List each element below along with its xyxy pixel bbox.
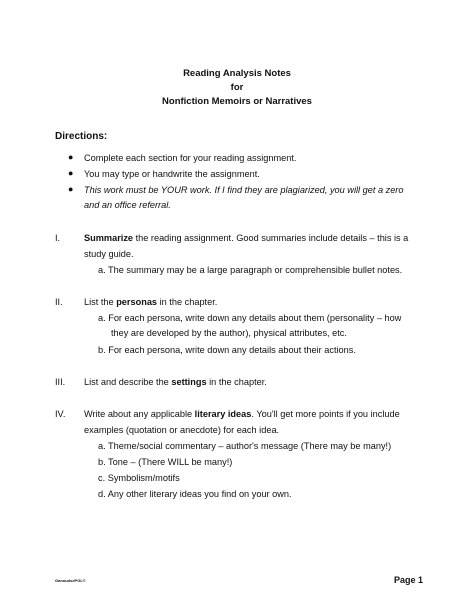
section-numeral: II. [55,297,63,307]
section-iii-line [84,376,267,388]
section-iv-item-d: d. Any other literary ideas you find on your own. [98,489,292,499]
directions-item-continuation: and an office referral. [84,200,171,210]
section-i-item-a: a. The summary may be a large paragraph or comprehensible bullet notes. [98,265,403,275]
section-ii-item-b: b. For each persona, write down any details about their actions. [98,345,356,355]
section-numeral: I. [55,233,61,243]
section-ii-text: in the chapter. [157,297,218,307]
section-iii-keyword: settings [171,377,207,387]
section-ii-line [84,296,217,308]
section-numeral: IV. [55,409,66,419]
section-i-line [84,232,408,244]
section-iv-text: . You'll get more points if you include [251,409,400,419]
section-iv-line [84,408,400,420]
section-i-keyword: Summarize [84,233,134,243]
document-title-line-2: for [230,82,244,93]
section-ii-item-a-continuation: they are developed by the author), physical attributes, etc. [111,328,347,338]
footer-copyright: GanoudsePGL© [55,578,86,583]
directions-item: This work must be YOUR work. If I find they are plagiarized, you will get a zero [84,185,404,195]
bullet-dot: ● [68,168,74,178]
section-iii-text: in the chapter. [206,377,267,387]
document-title-line-3: Nonfiction Memoirs or Narratives [162,96,312,107]
bullet-dot: ● [68,184,74,194]
bullet-dot: ● [68,152,74,162]
section-iii-pre: List and describe the [84,377,172,387]
section-ii-pre: List the [84,297,117,307]
section-iv-item-a: a. Theme/social commentary – author's message (There may be many!) [98,441,392,451]
section-ii-item-a: a. For each persona, write down any details about them (personality – how [98,313,402,323]
directions-item: You may type or handwrite the assignment. [84,169,260,179]
section-iv-pre: Write about any applicable [84,409,195,419]
page-number: Page 1 [394,575,424,585]
section-iv-keyword: literary ideas [194,409,252,419]
directions-heading: Directions: [55,131,108,142]
directions-item: Complete each section for your reading assignment. [84,153,297,163]
document-title-line-1: Reading Analysis Notes [183,68,291,79]
section-i-continuation: study guide. [84,249,134,259]
section-iv-item-c: c. Symbolism/motifs [98,473,180,483]
section-iv-continuation: examples (quotation or anecdote) for each idea. [84,425,280,435]
section-i-text: the reading assignment. Good summaries include details – this is a [133,233,409,243]
section-iv-item-b: b. Tone – (There WILL be many!) [98,457,233,467]
section-numeral: III. [55,377,66,387]
section-ii-keyword: personas [116,297,158,307]
